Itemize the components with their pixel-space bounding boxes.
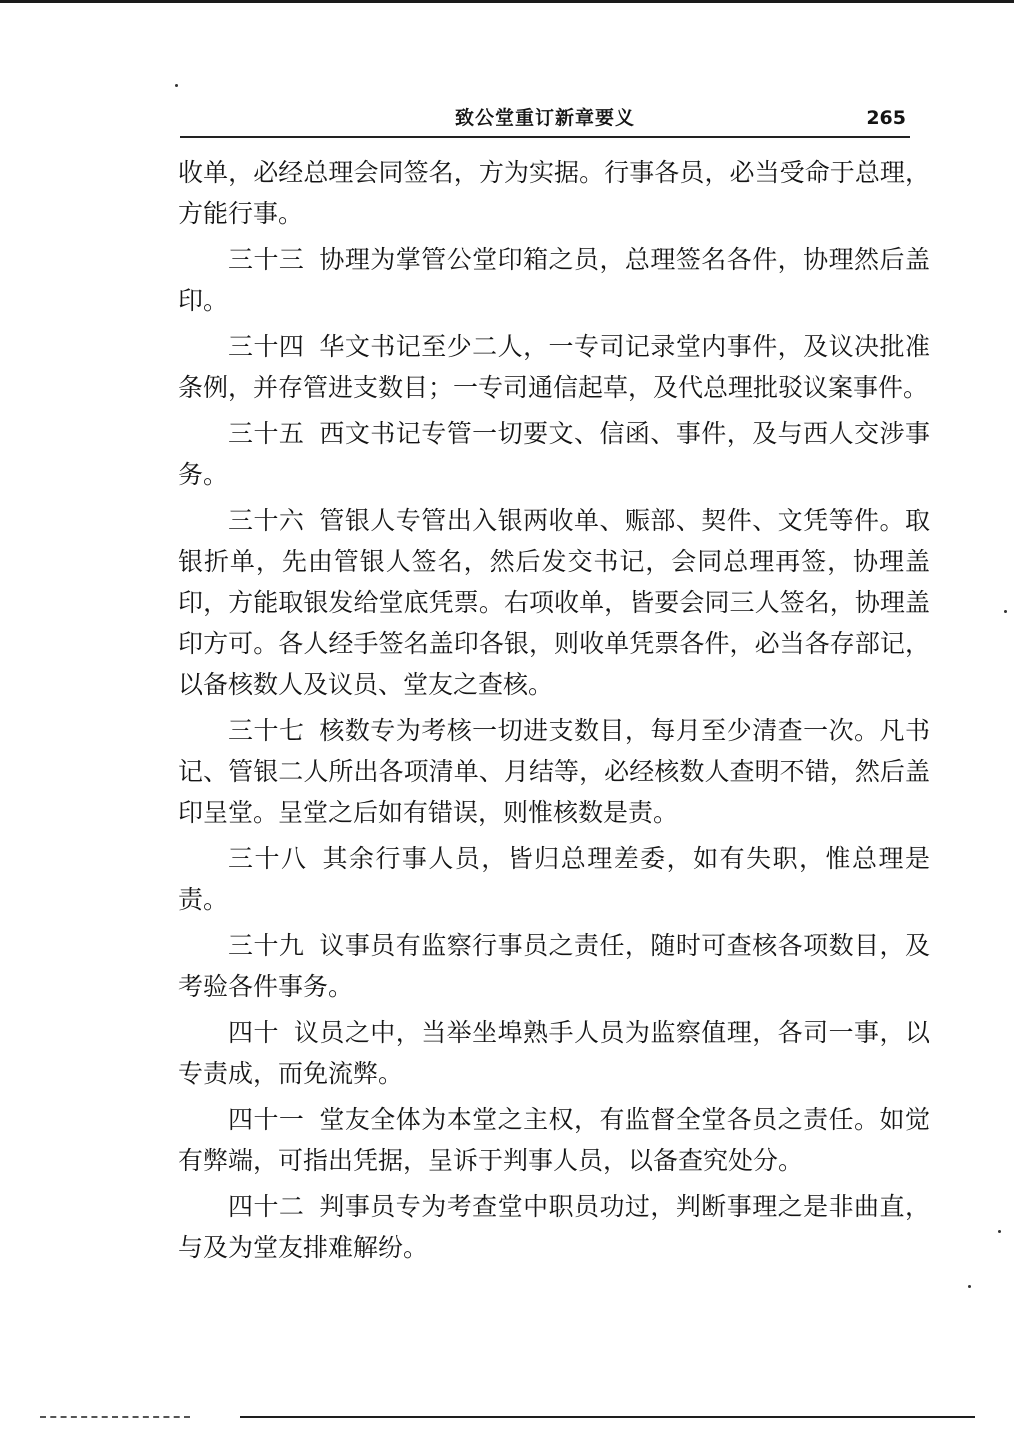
article-42: [178, 1186, 930, 1268]
article-34: [178, 326, 930, 408]
scan-speck: [968, 1285, 971, 1288]
article-41: [178, 1099, 930, 1181]
scan-speck: [998, 1230, 1001, 1233]
body-text: [178, 152, 930, 1273]
article-35: [178, 413, 930, 495]
article-number: 四十二: [228, 1192, 305, 1221]
scan-speck: [1004, 610, 1007, 613]
article-number: 三十三: [228, 245, 305, 274]
bottom-scan-rule: [240, 1416, 975, 1418]
running-header: [180, 104, 910, 138]
bottom-scan-dash: [40, 1416, 190, 1418]
article-38: [178, 838, 930, 920]
article-text: 堂友全体为本堂之主权，有监督全堂各员之责任。如觉有弊端，可指出凭据，呈诉于判事人员，以备查究处分。: [178, 1105, 930, 1175]
article-text: 其余行事人员，皆归总理差委，如有失职，惟总理是责。: [178, 844, 930, 914]
article-number: 三十四: [228, 332, 305, 361]
article-text: 议员之中，当举坐埠熟手人员为监察值理，各司一事，以专责成，而免流弊。: [178, 1018, 930, 1088]
article-text: 协理为掌管公堂印箱之员，总理签名各件，协理然后盖印。: [178, 245, 930, 315]
article-37: [178, 710, 930, 833]
header-rule: [180, 136, 910, 138]
article-text: 管银人专管出入银两收单、赈部、契件、文凭等件。取银折单，先由管银人签名，然后发交书记，会同总理再签，协理盖印，方能取银发给堂底凭票。右项收单，皆要会同三人签名，协理盖印方可。各人经手签名盖印各银，则收单凭票各件，必当各存部记，以备核数人及议员、堂友之查核。: [178, 506, 930, 699]
article-number: 四十一: [228, 1105, 305, 1134]
article-text: 西文书记专管一切要文、信函、事件，及与西人交涉事务。: [178, 419, 930, 489]
article-number: 三十七: [228, 716, 305, 745]
page-number: 265: [866, 107, 906, 129]
article-39: [178, 925, 930, 1007]
article-number: 三十六: [228, 506, 305, 535]
article-number: 三十八: [228, 844, 308, 873]
article-36: [178, 500, 930, 705]
article-text: 议事员有监察行事员之责任，随时可查核各项数目，及考验各件事务。: [178, 931, 930, 1001]
running-title: 致公堂重订新章要义: [454, 107, 635, 129]
scan-top-edge: [0, 0, 1014, 3]
article-text: 判事员专为考查堂中职员功过，判断事理之是非曲直，与及为堂友排难解纷。: [178, 1192, 930, 1262]
article-text: 华文书记至少二人，一专司记录堂内事件，及议决批准条例，并存管进支数目；一专司通信起草，及代总理批驳议案事件。: [178, 332, 930, 402]
article-40: [178, 1012, 930, 1094]
paragraph-text: 收单，必经总理会同签名，方为实据。行事各员，必当受命于总理，方能行事。: [178, 158, 930, 228]
article-33: [178, 239, 930, 321]
article-number: 三十五: [228, 419, 305, 448]
article-text: 核数专为考核一切进支数目，每月至少清查一次。凡书记、管银二人所出各项清单、月结等，必经核数人查明不错，然后盖印呈堂。呈堂之后如有错误，则惟核数是责。: [178, 716, 930, 827]
scan-speck: [175, 84, 178, 87]
article-number: 三十九: [228, 931, 305, 960]
article-number: 四十: [228, 1018, 279, 1047]
paragraph-continuation: [178, 152, 930, 234]
